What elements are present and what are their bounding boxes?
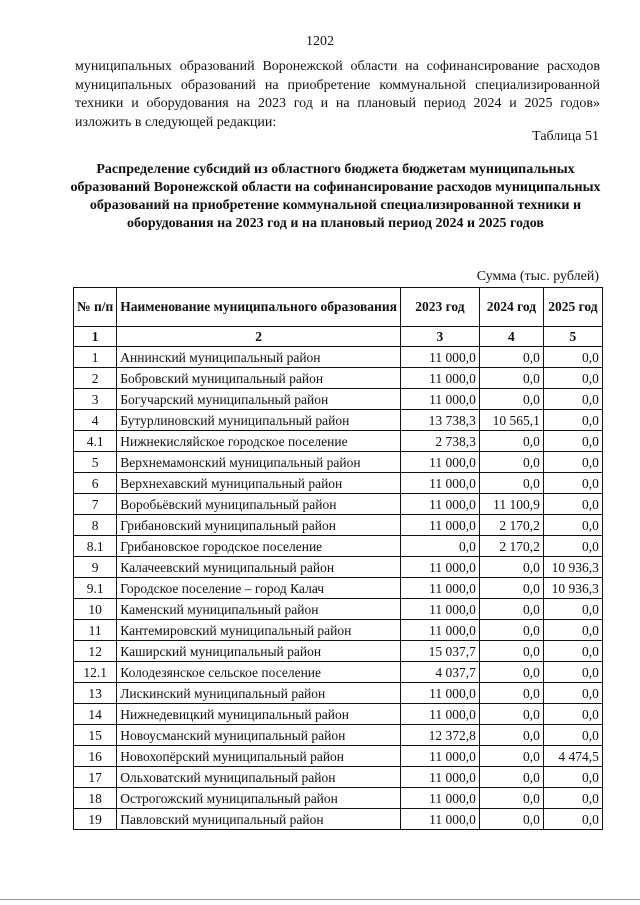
municipality-name: Воробьёвский муниципальный район xyxy=(117,494,401,515)
header-2023: 2023 год xyxy=(400,288,479,327)
municipality-name: Колодезянское сельское поселение xyxy=(117,662,401,683)
value-2023: 11 000,0 xyxy=(400,620,479,641)
table-row xyxy=(74,410,603,431)
municipality-name: Нижнекисляйское городское поселение xyxy=(117,431,401,452)
municipality-name: Верхнемамонский муниципальный район xyxy=(117,452,401,473)
table-row xyxy=(74,368,603,389)
value-2023: 11 000,0 xyxy=(400,515,479,536)
municipality-name: Новохопёрский муниципальный район xyxy=(117,746,401,767)
row-number: 12.1 xyxy=(74,662,117,683)
page-bottom-edge xyxy=(0,899,640,900)
value-2023: 11 000,0 xyxy=(400,452,479,473)
value-2023: 0,0 xyxy=(400,536,479,557)
value-2025: 0,0 xyxy=(543,515,602,536)
value-2023: 2 738,3 xyxy=(400,431,479,452)
municipality-name: Острогожский муниципальный район xyxy=(117,788,401,809)
row-number: 18 xyxy=(74,788,117,809)
row-number: 10 xyxy=(74,599,117,620)
value-2024: 0,0 xyxy=(479,809,543,830)
header-2024: 2024 год xyxy=(479,288,543,327)
municipality-name: Ольховатский муниципальный район xyxy=(117,767,401,788)
row-number: 16 xyxy=(74,746,117,767)
value-2024: 0,0 xyxy=(479,620,543,641)
value-2023: 11 000,0 xyxy=(400,473,479,494)
value-2024: 0,0 xyxy=(479,788,543,809)
municipality-name: Павловский муниципальный район xyxy=(117,809,401,830)
municipality-name: Бутурлиновский муниципальный район xyxy=(117,410,401,431)
row-number: 15 xyxy=(74,725,117,746)
row-number: 13 xyxy=(74,683,117,704)
table-row xyxy=(74,725,603,746)
column-number: 2 xyxy=(117,327,401,347)
row-number: 6 xyxy=(74,473,117,494)
value-2025: 0,0 xyxy=(543,431,602,452)
table-row xyxy=(74,620,603,641)
value-2025: 10 936,3 xyxy=(543,557,602,578)
value-2025: 0,0 xyxy=(543,410,602,431)
row-number: 11 xyxy=(74,620,117,641)
municipality-name: Кантемировский муниципальный район xyxy=(117,620,401,641)
table-row xyxy=(74,683,603,704)
page-number: 1202 xyxy=(306,34,334,49)
municipality-name: Калачеевский муниципальный район xyxy=(117,557,401,578)
table-header-row xyxy=(74,288,603,327)
municipality-name: Верхнехавский муниципальный район xyxy=(117,473,401,494)
municipality-name: Аннинский муниципальный район xyxy=(117,347,401,368)
table-row xyxy=(74,347,603,368)
table-row xyxy=(74,536,603,557)
row-number: 2 xyxy=(74,368,117,389)
row-number: 5 xyxy=(74,452,117,473)
value-2023: 11 000,0 xyxy=(400,809,479,830)
table-row xyxy=(74,599,603,620)
subsidy-table xyxy=(73,287,603,830)
value-2024: 2 170,2 xyxy=(479,515,543,536)
municipality-name: Грибановский муниципальный район xyxy=(117,515,401,536)
municipality-name: Грибановское городское поселение xyxy=(117,536,401,557)
table-row xyxy=(74,389,603,410)
intro-paragraph: муниципальных образований Воронежской области на софинансирование расходов муниципальных образований на приобретение коммунальной специализированной техники и оборудования на 2023 год и на плановый период 2024 и 2025 годов» изложить в следующей редакции: xyxy=(75,59,600,130)
row-number: 14 xyxy=(74,704,117,725)
value-2023: 11 000,0 xyxy=(400,368,479,389)
value-2023: 13 738,3 xyxy=(400,410,479,431)
table-row xyxy=(74,452,603,473)
value-2024: 0,0 xyxy=(479,389,543,410)
column-number: 4 xyxy=(479,327,543,347)
value-2025: 0,0 xyxy=(543,494,602,515)
table-body xyxy=(74,347,603,830)
value-2025: 0,0 xyxy=(543,662,602,683)
value-2025: 0,0 xyxy=(543,389,602,410)
row-number: 4 xyxy=(74,410,117,431)
value-2025: 0,0 xyxy=(543,620,602,641)
value-2024: 0,0 xyxy=(479,578,543,599)
row-number: 19 xyxy=(74,809,117,830)
value-2024: 0,0 xyxy=(479,557,543,578)
value-2024: 10 565,1 xyxy=(479,410,543,431)
value-2025: 0,0 xyxy=(543,767,602,788)
column-number: 5 xyxy=(543,327,602,347)
value-2023: 11 000,0 xyxy=(400,389,479,410)
header-num: № п/п xyxy=(74,288,117,327)
row-number: 3 xyxy=(74,389,117,410)
table-row xyxy=(74,746,603,767)
value-2025: 0,0 xyxy=(543,809,602,830)
municipality-name: Каменский муниципальный район xyxy=(117,599,401,620)
table-row xyxy=(74,431,603,452)
value-2024: 0,0 xyxy=(479,431,543,452)
table-row xyxy=(74,641,603,662)
table-row xyxy=(74,662,603,683)
municipality-name: Лискинский муниципальный район xyxy=(117,683,401,704)
municipality-name: Нижнедевицкий муниципальный район xyxy=(117,704,401,725)
value-2023: 11 000,0 xyxy=(400,767,479,788)
value-2024: 0,0 xyxy=(479,662,543,683)
value-2024: 2 170,2 xyxy=(479,536,543,557)
row-number: 7 xyxy=(74,494,117,515)
value-2024: 11 100,9 xyxy=(479,494,543,515)
value-2024: 0,0 xyxy=(479,452,543,473)
value-2023: 11 000,0 xyxy=(400,683,479,704)
column-number: 1 xyxy=(74,327,117,347)
table-row xyxy=(74,809,603,830)
value-2024: 0,0 xyxy=(479,767,543,788)
table-row xyxy=(74,704,603,725)
value-2023: 4 037,7 xyxy=(400,662,479,683)
value-2025: 0,0 xyxy=(543,599,602,620)
municipality-name: Новоусманский муниципальный район xyxy=(117,725,401,746)
row-number: 9 xyxy=(74,557,117,578)
row-number: 1 xyxy=(74,347,117,368)
row-number: 8.1 xyxy=(74,536,117,557)
value-2025: 0,0 xyxy=(543,725,602,746)
value-2023: 15 037,7 xyxy=(400,641,479,662)
value-2023: 11 000,0 xyxy=(400,788,479,809)
value-2024: 0,0 xyxy=(479,599,543,620)
value-2023: 11 000,0 xyxy=(400,704,479,725)
value-2024: 0,0 xyxy=(479,473,543,494)
value-2024: 0,0 xyxy=(479,347,543,368)
row-number: 9.1 xyxy=(74,578,117,599)
value-2025: 0,0 xyxy=(543,788,602,809)
table-row xyxy=(74,494,603,515)
value-2025: 0,0 xyxy=(543,704,602,725)
municipality-name: Богучарский муниципальный район xyxy=(117,389,401,410)
header-2025: 2025 год xyxy=(543,288,602,327)
value-2025: 0,0 xyxy=(543,641,602,662)
value-2025: 0,0 xyxy=(543,536,602,557)
row-number: 8 xyxy=(74,515,117,536)
value-2025: 0,0 xyxy=(543,368,602,389)
municipality-name: Городское поселение – город Калач xyxy=(117,578,401,599)
value-2024: 0,0 xyxy=(479,368,543,389)
municipality-name: Бобровский муниципальный район xyxy=(117,368,401,389)
value-2025: 0,0 xyxy=(543,347,602,368)
table-row xyxy=(74,578,603,599)
table-row xyxy=(74,473,603,494)
header-name: Наименование муниципального образования xyxy=(117,288,401,327)
table-label: Таблица 51 xyxy=(532,129,599,144)
value-2023: 11 000,0 xyxy=(400,494,479,515)
value-2024: 0,0 xyxy=(479,641,543,662)
value-2023: 11 000,0 xyxy=(400,557,479,578)
value-2025: 0,0 xyxy=(543,683,602,704)
value-2024: 0,0 xyxy=(479,683,543,704)
municipality-name: Каширский муниципальный район xyxy=(117,641,401,662)
column-number: 3 xyxy=(400,327,479,347)
value-2025: 10 936,3 xyxy=(543,578,602,599)
row-number: 17 xyxy=(74,767,117,788)
table-row xyxy=(74,515,603,536)
value-2024: 0,0 xyxy=(479,704,543,725)
value-2023: 11 000,0 xyxy=(400,746,479,767)
value-2025: 0,0 xyxy=(543,452,602,473)
row-number: 12 xyxy=(74,641,117,662)
value-2025: 0,0 xyxy=(543,473,602,494)
value-2023: 12 372,8 xyxy=(400,725,479,746)
value-2023: 11 000,0 xyxy=(400,578,479,599)
value-2025: 4 474,5 xyxy=(543,746,602,767)
value-2024: 0,0 xyxy=(479,746,543,767)
table-row xyxy=(74,557,603,578)
table-row xyxy=(74,788,603,809)
table-heading: Распределение субсидий из областного бюджета бюджетам муниципальных образований Воронежской области на софинансирование расходов муниципальных образований на приобретение коммунальной специализированной техники и оборудования на 2023 год и на плановый период 2024 и 2025 годов xyxy=(70,162,601,231)
value-2024: 0,0 xyxy=(479,725,543,746)
value-2023: 11 000,0 xyxy=(400,599,479,620)
column-number-row xyxy=(74,327,603,347)
value-2023: 11 000,0 xyxy=(400,347,479,368)
table-row xyxy=(74,767,603,788)
units-label: Сумма (тыс. рублей) xyxy=(476,269,599,284)
row-number: 4.1 xyxy=(74,431,117,452)
